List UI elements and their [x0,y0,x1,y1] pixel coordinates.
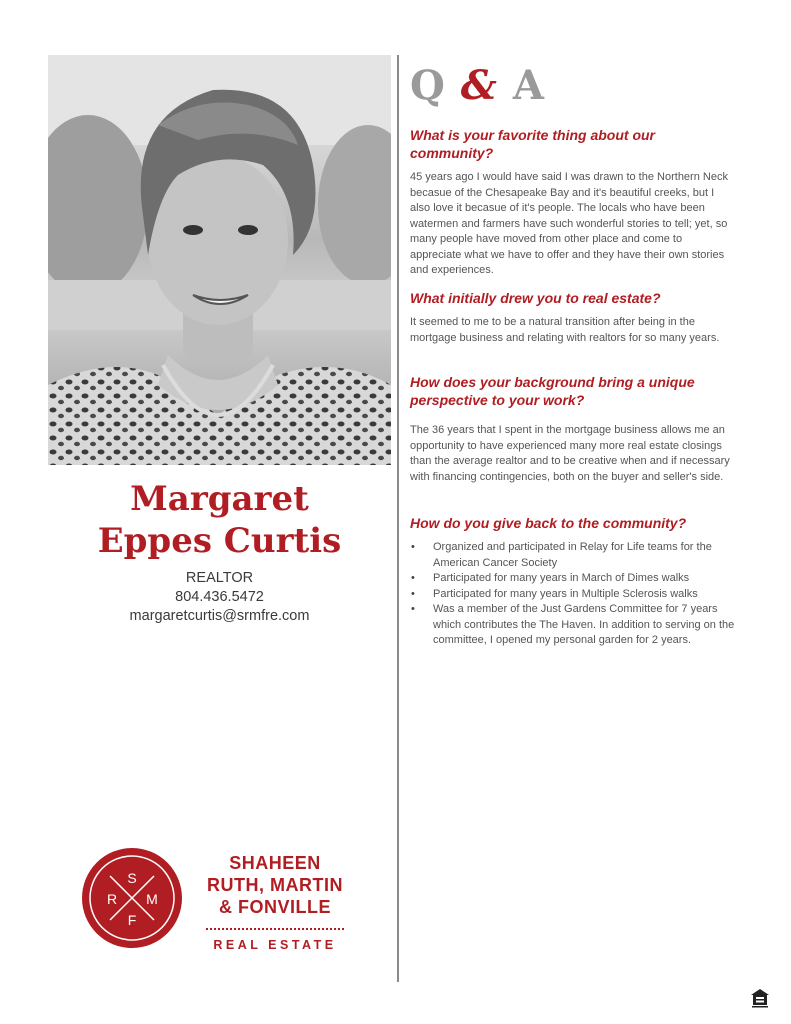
list-item: • Participated for many years in March of Dimes walks [433,571,735,587]
qa-heading-q: Q [410,62,446,109]
brokerage-tagline: REAL ESTATE [213,938,337,952]
qa-item [410,373,735,485]
column-divider [397,55,399,982]
qa-item [410,126,735,279]
qa-question: How do you give back to the community? [410,515,687,531]
list-item: • Participated for many years in Multiple Sclerosis walks [433,587,735,603]
qa-answer: It seemed to me to be a natural transition after being in the mortgage business and relating with realtors for so many years. [410,316,720,344]
list-item: • Was a member of the Just Gardens Committee for 7 years which contributes the The Haven. In addition to serving on the committee, I opened my personal garden for 2 years. [433,602,735,649]
qa-heading-a: A [512,62,545,109]
qa-answer: 45 years ago I would have said I was drawn to the Northern Neck becasue of the Chesapeake Bay and it's beautiful creeks, but I also love it becasue of it's people. The locals who have been watermen and farmers have such wonderful stories to tell; yet, so many people have moved from other place and come to appreciate what we have to offer and they have their own stories and experiences. [410,171,728,276]
brokerage-name [190,852,360,952]
agent-name-line2: Eppes Curtis [97,521,342,561]
qa-heading-amp: & [460,62,498,109]
qa-heading [410,62,545,109]
agent-name-line1: Margaret [130,479,309,519]
qa-question: What is your favorite thing about our community? [410,127,655,161]
qa-question: What initially drew you to real estate? [410,290,661,306]
seal-letter-r: R [106,891,118,907]
seal-letter-m: M [146,891,158,907]
equal-housing-opportunity-icon [750,988,770,1008]
qa-item [410,514,735,649]
dotted-divider [206,928,344,930]
agent-name [48,478,391,562]
qa-item [410,289,735,346]
agent-email: margaretcurtis@srmfre.com [129,608,310,624]
agent-contact [48,569,391,626]
qa-question: How does your background bring a unique perspective to your work? [410,374,695,408]
agent-title: REALTOR [185,570,254,586]
qa-bullet-list [410,540,735,649]
agent-phone: 804.436.5472 [175,589,264,605]
brokerage-name-line3: & FONVILLE [219,897,331,917]
seal-letter-s: S [127,870,137,886]
seal-letter-f: F [127,912,137,928]
qa-answer: The 36 years that I spent in the mortgage business allows me an opportunity to have experienced many more real estate closings than the average realtor and to be creative when and if necessary with financing contingencies, both on the buyer and seller's side. [410,424,730,483]
portrait-photo [48,55,391,465]
srmf-seal-icon [80,846,190,956]
brokerage-name-line1: SHAHEEN [229,853,321,873]
brokerage-name-line2: RUTH, MARTIN [207,875,343,895]
list-item: • Organized and participated in Relay for Life teams for the American Cancer Society [433,540,735,571]
